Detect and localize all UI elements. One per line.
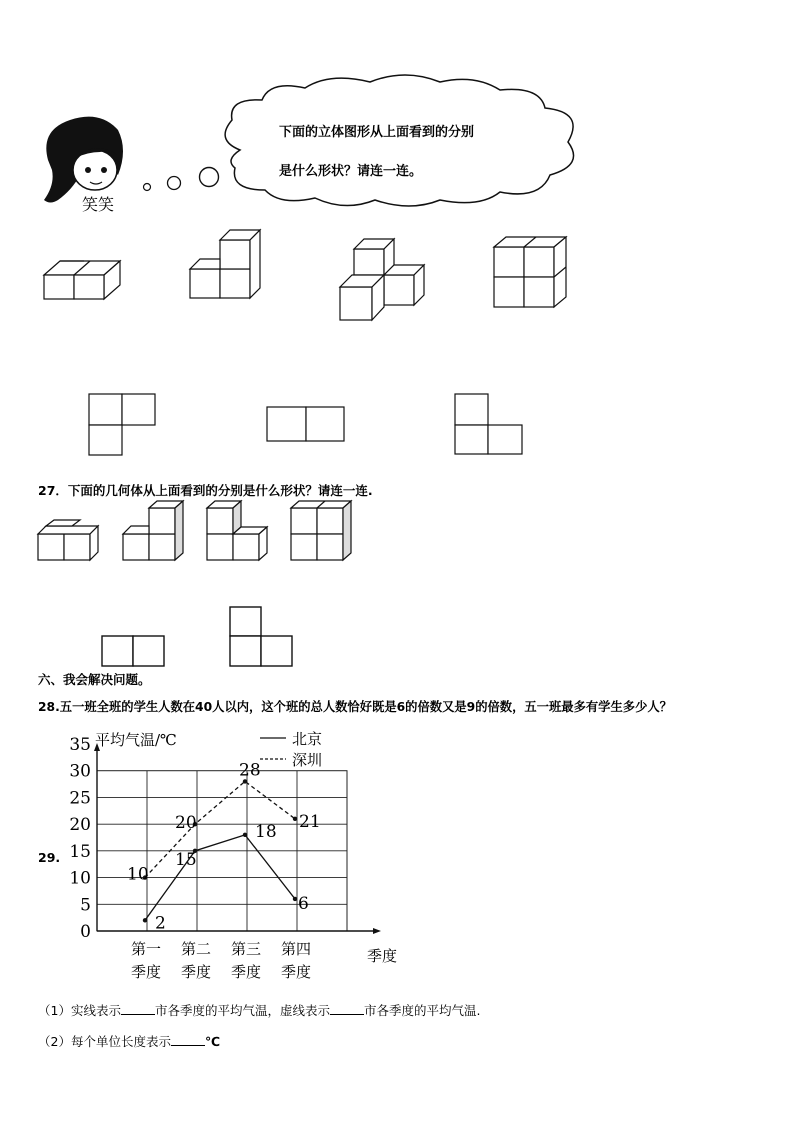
- top-view-corner: [455, 394, 522, 454]
- y-tick-label: 25: [69, 788, 91, 809]
- top-views-row-1: [0, 390, 794, 460]
- data-label: 2: [155, 913, 166, 934]
- cloud-text-line2: 是什么形状？请连一连。: [279, 164, 423, 179]
- data-point: [293, 897, 297, 901]
- data-label: 18: [255, 821, 277, 842]
- data-label: 10: [127, 864, 149, 885]
- question-28-text: 28.五一班全班的学生人数在40人以内，这个班的总人数恰好既是6的倍数又是9的倍数，五一班最多有学生多少人？: [38, 700, 672, 714]
- sub1-text-c: 市各季度的平均气温.: [363, 1003, 481, 1018]
- data-point: [143, 918, 147, 922]
- solids-row-2: [0, 498, 794, 568]
- y-tick-label: 30: [69, 761, 91, 782]
- data-label: 28: [239, 760, 261, 781]
- top-view-two-squares: [267, 407, 344, 441]
- top-views-row-2: [0, 604, 794, 674]
- answer-blank-2[interactable]: [330, 1003, 364, 1015]
- y-tick-label: 35: [69, 735, 91, 755]
- data-label: 6: [298, 893, 309, 914]
- x-tick-label-line1: 第四: [280, 940, 312, 958]
- x-tick-label-line2: 季度: [230, 963, 262, 981]
- solid-c: [340, 239, 424, 320]
- y-tick-label: 0: [80, 922, 91, 942]
- legend-label: 北京: [292, 730, 323, 748]
- y-axis-label: 平均气温/℃: [95, 731, 177, 749]
- temperature-line-chart: [70, 725, 400, 990]
- x-tick-label-line1: 第三: [230, 940, 262, 958]
- solid-d: [494, 237, 566, 307]
- x-axis-arrow: [373, 928, 381, 934]
- legend-label: 深圳: [292, 751, 323, 769]
- question-29-number: 29.: [38, 850, 61, 865]
- solid-b: [190, 230, 260, 298]
- sub1-text-a: （1）实线表示: [38, 1003, 121, 1018]
- solid-h: [291, 501, 351, 560]
- x-tick-label-line1: 第一: [130, 940, 162, 958]
- x-tick-label-line2: 季度: [130, 963, 162, 981]
- sub2-text-b: ℃: [204, 1034, 221, 1049]
- data-point: [293, 817, 297, 821]
- data-label: 20: [175, 813, 197, 834]
- top-view-t-shape: [230, 607, 292, 666]
- solid-g: [207, 501, 267, 560]
- cloud-text-line1: 下面的立体图形从上面看到的分别: [279, 125, 475, 140]
- x-tick-label-line2: 季度: [180, 963, 212, 981]
- y-tick-label: 10: [69, 868, 91, 889]
- girl-character-illustration: [0, 0, 794, 230]
- y-tick-label: 20: [69, 815, 91, 836]
- top-view-two-squares-b: [102, 636, 164, 666]
- y-tick-label: 5: [80, 895, 91, 916]
- solid-a: [44, 261, 120, 299]
- character-name-label: 笑笑: [82, 195, 115, 214]
- thought-cloud: [225, 75, 573, 206]
- section-6-title: 六、我会解决问题。: [38, 672, 151, 687]
- question-29-sub2: [38, 1032, 220, 1050]
- data-label: 21: [299, 811, 321, 832]
- x-tick-label-line2: 季度: [280, 963, 312, 981]
- question-29-sub1: [38, 1001, 480, 1019]
- sub1-text-b: 市各季度的平均气温，虚线表示: [154, 1003, 330, 1018]
- answer-blank-3[interactable]: [171, 1034, 205, 1046]
- question-27-text: 27．下面的几何体从上面看到的分别是什么形状？请连一连.: [38, 483, 373, 498]
- top-view-l-shape: [89, 394, 155, 455]
- y-tick-label: 15: [69, 841, 91, 862]
- solid-e: [38, 520, 98, 560]
- data-point: [243, 833, 247, 837]
- solids-row-1: [0, 225, 794, 355]
- sub2-text-a: （2）每个单位长度表示: [38, 1034, 171, 1049]
- x-axis-label: 季度: [366, 947, 398, 965]
- solid-f: [123, 501, 183, 560]
- x-tick-label-line1: 第二: [180, 940, 212, 958]
- answer-blank-1[interactable]: [121, 1003, 155, 1015]
- data-label: 15: [175, 849, 197, 870]
